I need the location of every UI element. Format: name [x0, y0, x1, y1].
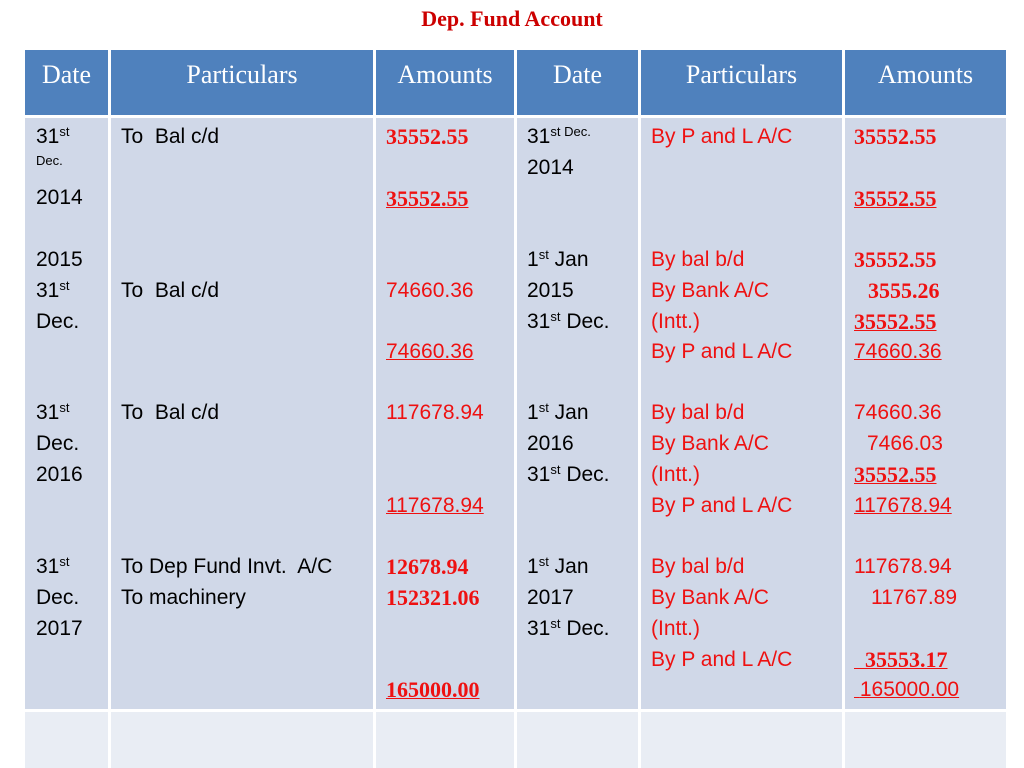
amount-cell: 74660.36	[386, 279, 474, 302]
amount-total: 74660.36	[386, 340, 474, 363]
amount-cell: 152321.06	[386, 585, 480, 610]
header-particulars-right: Particulars	[641, 50, 842, 115]
empty-cell	[517, 712, 638, 768]
particulars-cell: By Bank A/C	[651, 586, 769, 609]
date-cell: 2017	[527, 586, 574, 609]
date-cell: 2015	[36, 248, 83, 271]
date-cell: 31st	[36, 554, 70, 578]
particulars-cell: (Intt.)	[651, 310, 701, 333]
amount-cell: 35552.55	[854, 124, 937, 149]
date-cell: 2014	[36, 186, 83, 209]
date-cell: 31st Dec.	[527, 309, 610, 333]
amount-total: 165000.00	[859, 678, 960, 701]
amount-cell: 35553.17	[865, 647, 948, 672]
date-cell: 1st Jan	[527, 400, 589, 424]
date-cell: 2016	[527, 432, 574, 455]
particulars-cell: By bal b/d	[651, 248, 745, 271]
date-cell: 2017	[36, 617, 83, 640]
empty-cell	[111, 712, 373, 768]
amount-cell: 7466.03	[867, 432, 943, 455]
particulars-cell: By Bank A/C	[651, 432, 769, 455]
date-cell: Dec.	[36, 310, 80, 333]
amount-cell: 35552.55	[854, 462, 937, 487]
empty-cell	[641, 712, 842, 768]
amount-cell: 35552.55	[386, 124, 469, 149]
header-date-right: Date	[517, 50, 638, 115]
empty-cell	[376, 712, 514, 768]
date-cell: 31st Dec.	[527, 462, 610, 486]
date-cell: 31st	[36, 278, 70, 302]
page-title: Dep. Fund Account	[421, 6, 603, 31]
date-cell: 2015	[527, 279, 574, 302]
header-amounts-right: Amounts	[845, 50, 1006, 115]
amount-cell: 12678.94	[386, 554, 469, 579]
date-cell: Dec.	[36, 153, 63, 168]
amount-cell: 3555.26	[868, 278, 940, 303]
empty-cell	[25, 712, 108, 768]
amount-total: 74660.36	[854, 340, 942, 363]
header-amounts-left: Amounts	[376, 50, 514, 115]
particulars-cell: To Bal c/d	[121, 125, 220, 148]
particulars-cell: By P and L A/C	[651, 125, 793, 148]
amount-cell: 35552.55	[854, 247, 937, 272]
amount-total: 165000.00	[386, 677, 480, 702]
particulars-cell: By bal b/d	[651, 555, 745, 578]
date-cell: 31st Dec.	[527, 616, 610, 640]
particulars-cell: (Intt.)	[651, 463, 701, 486]
date-cell: 31st	[36, 124, 70, 148]
amount-cell: 117678.94	[854, 555, 952, 578]
amount-total: 117678.94	[386, 494, 484, 517]
header-date-left: Date	[25, 50, 108, 115]
date-cell: 1st Jan	[527, 554, 589, 578]
amount-cell: 74660.36	[854, 401, 942, 424]
empty-cell	[845, 712, 1006, 768]
particulars-cell: To Bal c/d	[121, 401, 220, 424]
date-cell: 31st	[36, 400, 70, 424]
date-cell: 2014	[527, 156, 574, 179]
particulars-cell: To Bal c/d	[121, 279, 220, 302]
date-cell: 1st Jan	[527, 247, 589, 271]
amount-cell: 117678.94	[386, 401, 484, 424]
amount-total: 35552.55	[386, 186, 469, 211]
date-cell: 2016	[36, 463, 83, 486]
date-cell: Dec.	[36, 432, 80, 455]
date-cell: Dec.	[36, 586, 80, 609]
amount-cell: 11767.89	[871, 586, 958, 609]
date-cell: $31^{st Dec.}$	[527, 124, 591, 148]
header-particulars-left: Particulars	[111, 50, 373, 115]
particulars-cell: By P and L A/C	[651, 648, 793, 671]
particulars-cell: To Dep Fund Invt. A/C	[121, 555, 333, 578]
dep-fund-account-table	[25, 50, 1006, 768]
particulars-cell: By bal b/d	[651, 401, 745, 424]
particulars-cell: By P and L A/C	[651, 494, 793, 517]
particulars-cell: To machinery	[121, 586, 246, 609]
particulars-cell: By P and L A/C	[651, 340, 793, 363]
particulars-cell: (Intt.)	[651, 617, 701, 640]
amount-total: 35552.55	[854, 186, 937, 211]
amount-total: 117678.94	[854, 494, 952, 517]
particulars-cell: By Bank A/C	[651, 279, 769, 302]
amount-cell: 35552.55	[854, 309, 937, 334]
